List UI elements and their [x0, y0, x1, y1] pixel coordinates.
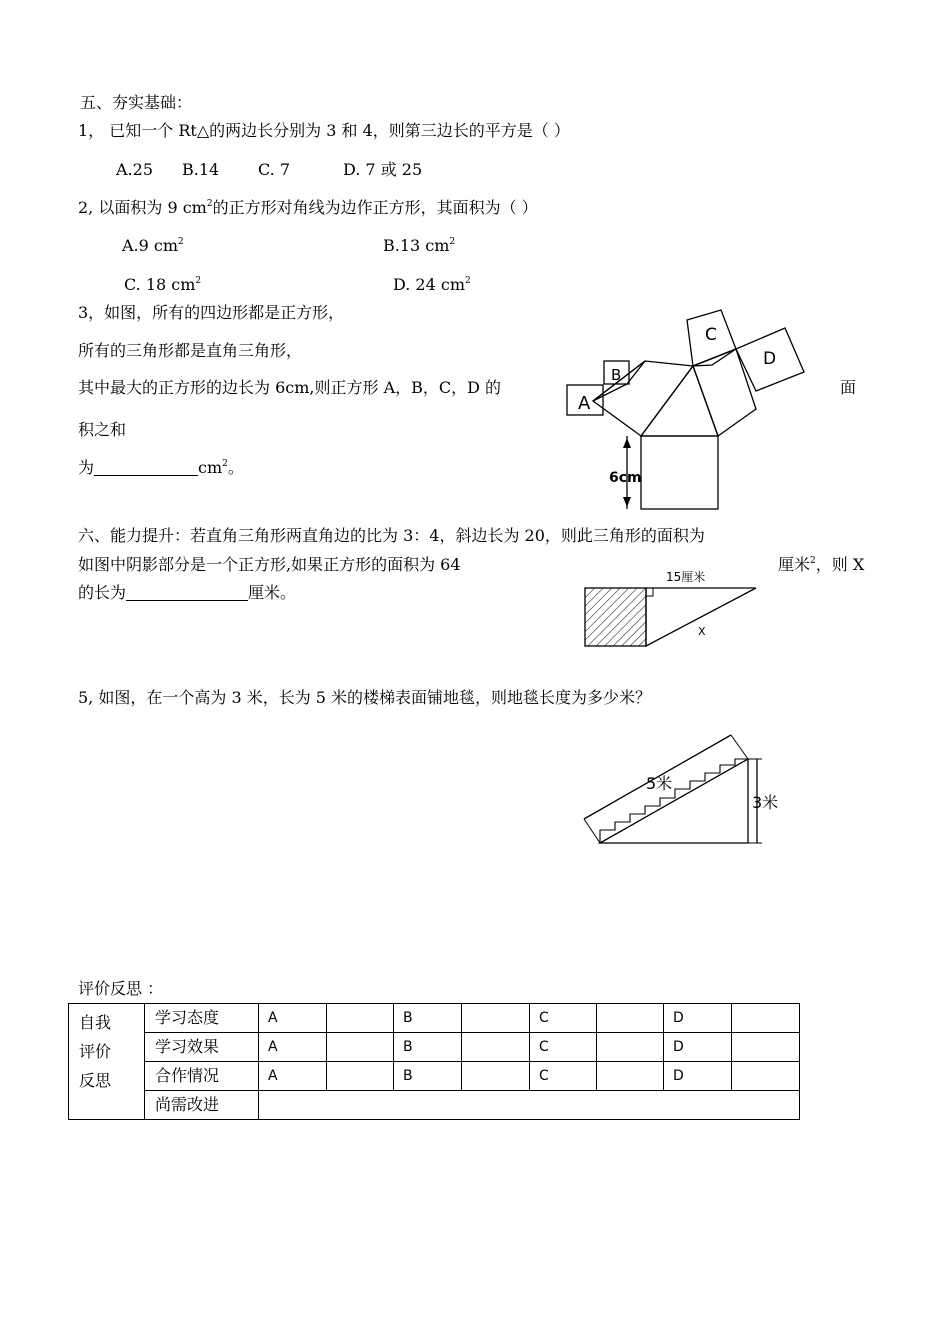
grade-b: B: [394, 1004, 462, 1033]
length-label: 5米: [646, 774, 673, 793]
grade-b-box[interactable]: [462, 1033, 530, 1062]
row-label: 学习态度: [145, 1004, 259, 1033]
question-3-line5: 为 $cm^2$。: [78, 458, 244, 477]
self-evaluation-cell: [69, 1004, 145, 1120]
question-3-line3: 其中最大的正方形的边长为 6cm,则正方形 A，B，C，D 的: [78, 378, 502, 397]
q1-option-d: D. 7 或 25: [343, 160, 423, 179]
q1-option-a: A.25: [116, 160, 153, 179]
question-3-line1: 3，如图，所有的四边形都是正方形，: [78, 303, 345, 322]
hypotenuse-label: X: [698, 625, 706, 638]
evaluation-row: [69, 1033, 800, 1062]
answer-blank-x[interactable]: [126, 584, 248, 601]
grade-b-box[interactable]: [462, 1004, 530, 1033]
side-length-label: 6cm: [609, 470, 642, 486]
question-3-line2: 所有的三角形都是直角三角形，: [78, 341, 303, 360]
grade-c: C: [530, 1004, 597, 1033]
q2-option-a: A.9 $cm^2$: [122, 236, 184, 255]
height-label: 3米: [752, 793, 779, 812]
grade-d: D: [664, 1004, 732, 1033]
section6-line2-tail: 厘米$^2$，则 X: [778, 555, 865, 574]
q1-option-c: C. 7: [258, 160, 291, 179]
grade-a: A: [259, 1004, 327, 1033]
shaded-square-figure: [580, 560, 760, 650]
section6-line1: 六、能力提升：若直角三角形两直角边的比为 3：4，斜边长为 20，则此三角形的面积为: [78, 526, 705, 545]
answer-blank[interactable]: [94, 459, 198, 476]
grade-c-box[interactable]: [597, 1004, 664, 1033]
evaluation-row: [69, 1004, 800, 1033]
square-b-label: B: [611, 366, 622, 384]
evaluation-table: [68, 1003, 800, 1120]
q2-option-c: C. 18 $cm^2$: [124, 275, 202, 294]
self-label-3: 反思: [79, 1071, 112, 1090]
grade-d: D: [664, 1062, 732, 1091]
grade-a-box[interactable]: [327, 1004, 394, 1033]
grade-a: A: [259, 1033, 327, 1062]
top-length-label: 15厘米: [666, 570, 706, 584]
grade-c: C: [530, 1062, 597, 1091]
dimension-arrow-up: [623, 438, 631, 448]
evaluation-row: [69, 1062, 800, 1091]
section6-line3: 的长为 厘米。: [78, 583, 297, 602]
right-triangle-main: [641, 366, 718, 436]
dimension-arrow-down: [623, 497, 631, 507]
section6-line2: 如图中阴影部分是一个正方形,如果正方形的面积为 64: [78, 555, 461, 574]
q2-option-d: D. 24 $cm^2$: [393, 275, 471, 294]
improve-label: 尚需改进: [145, 1091, 259, 1120]
grade-a-box[interactable]: [327, 1062, 394, 1091]
grade-d-box[interactable]: [732, 1033, 800, 1062]
row-label: 合作情况: [145, 1062, 259, 1091]
question-3-line4: 积之和: [78, 420, 127, 439]
grade-b: B: [394, 1033, 462, 1062]
grade-d-box[interactable]: [732, 1062, 800, 1091]
length-extension-high: [731, 735, 748, 759]
question-3-line3-tail: 面: [840, 378, 857, 397]
question-1-text: 1， 已知一个 Rt△的两边长分别为 3 和 4，则第三边长的平方是（ ）: [78, 121, 570, 140]
grade-c-box[interactable]: [597, 1033, 664, 1062]
staircase-triangle: [600, 759, 748, 843]
grade-c: C: [530, 1033, 597, 1062]
section5-heading: 五、夯实基础：: [80, 93, 193, 112]
evaluation-row: [69, 1091, 800, 1120]
q2-option-b: B.13 $cm^2$: [383, 236, 456, 255]
square-c-label: C: [705, 325, 717, 345]
grade-a-box[interactable]: [327, 1033, 394, 1062]
q1-option-b: B.14: [182, 160, 220, 179]
grade-d-box[interactable]: [732, 1004, 800, 1033]
shaded-square: [585, 588, 646, 646]
square-left-mid: [593, 361, 693, 436]
self-label-2: 评价: [79, 1042, 112, 1061]
square-d-label: D: [763, 349, 777, 369]
grade-d: D: [664, 1033, 732, 1062]
grade-c-box[interactable]: [597, 1062, 664, 1091]
self-label-1: 自我: [79, 1013, 112, 1032]
improve-input[interactable]: [259, 1091, 800, 1120]
length-extension-low: [584, 819, 600, 843]
staircase-figure: [580, 730, 790, 850]
question-2-text: 2, 以面积为 9 $cm^2$的正方形对角线为边作正方形，其面积为（ ）: [78, 198, 538, 217]
largest-square: [641, 436, 718, 509]
row-label: 学习效果: [145, 1033, 259, 1062]
question-5-text: 5, 如图，在一个高为 3 米，长为 5 米的楼梯表面铺地毯，则地毯长度为多少米？: [78, 688, 652, 707]
right-angle-mark: [646, 588, 653, 596]
evaluation-title: 评价反思 ：: [78, 979, 164, 998]
grade-b: B: [394, 1062, 462, 1091]
pythagoras-squares-figure: [560, 300, 820, 515]
square-a-label: A: [578, 393, 591, 414]
grade-b-box[interactable]: [462, 1062, 530, 1091]
grade-a: A: [259, 1062, 327, 1091]
